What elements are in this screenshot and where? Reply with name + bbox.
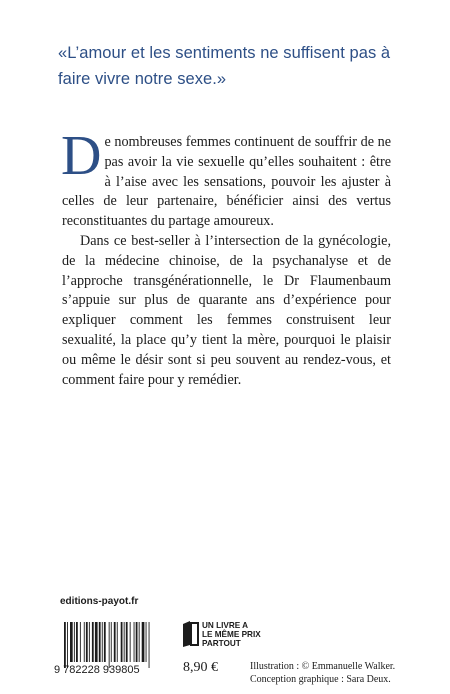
isbn-barcode [54,622,176,676]
book-logo-icon [182,621,199,647]
logo-line-3: PARTOUT [202,638,241,648]
illustration-credit: Illustration : © Emmanuelle Walker. [250,661,396,672]
credits [250,660,410,686]
blurb-paragraph-2: Dans ce best-seller à l’intersection de la gynécologie, de la médecine chinoise, de la psychanalyse et de l’approche transgénérationnelle, le Dr Flaumenbaum s’appuie sur plus de quarante ans d’expérience pour expliquer comment les femmes construisent leur sexualité, la place qu’y tient la mère, pourquoi le plaisir ou même le désir sont si peu souvent au rendez-vous, et comment faire pour y remédier. [62,232,391,388]
same-price-logo [182,621,267,651]
drop-cap: D [61,125,102,187]
blurb-paragraph-1 [61,125,391,232]
publisher-website[interactable]: editions-payot.fr [60,596,139,607]
blurb-paragraph-1-text: e nombreuses femmes continuent de souffrir de ne pas avoir la vie sexuelle qu’elles souhaitent : être à l’aise avec les sensations, pouvoir les ajuster à celles de leur partenaire, bénéficier ainsi des vertus reconstituantes du partage amoureux. [62,134,391,230]
design-credit: Conception graphique : Sara Deux. [250,674,391,685]
barcode-bars [56,622,174,668]
logo-line-2: LE MÊME PRIX [202,629,261,639]
quote-line-2: faire vivre notre sexe.» [58,70,227,88]
isbn-digits: 9 782228 939805 [54,664,140,676]
same-price-logo-text [202,622,261,648]
back-cover-quote [58,40,408,92]
quote-line-1: «L’amour et les sentiments ne suffisent pas à [58,44,391,62]
blurb-text [61,125,391,390]
price-label: 8,90 € [183,660,218,675]
logo-line-1: UN LIVRE A [202,621,249,630]
